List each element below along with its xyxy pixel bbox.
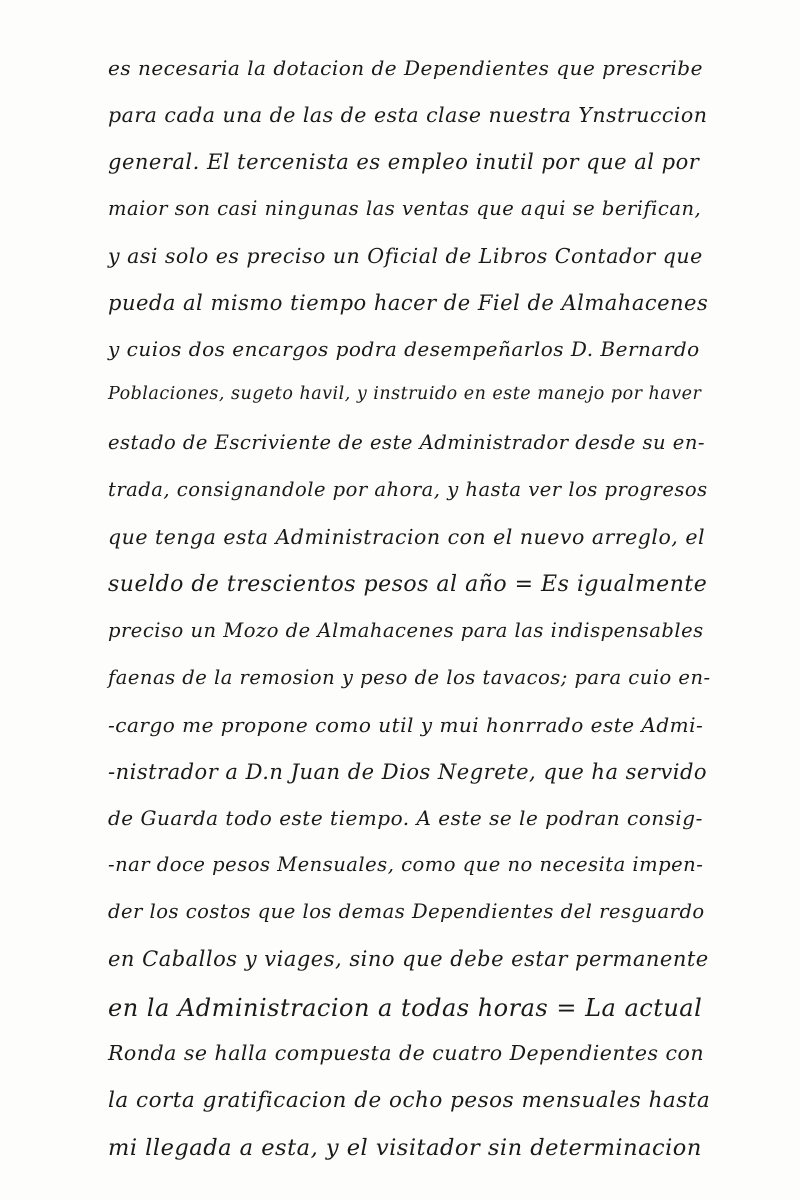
manuscript-line: preciso un Mozo de Almahacenes para las indispensables (108, 618, 704, 642)
manuscript-line: Poblaciones, sugeto havil, y instruido en este manejo por haver (108, 384, 702, 405)
manuscript-line: -nar doce pesos Mensuales, como que no necesita impen- (108, 853, 704, 877)
manuscript-line: mi llegada a esta, y el visitador sin determinacion (108, 1134, 702, 1161)
manuscript-line: que tenga esta Administracion con el nuevo arreglo, el (108, 525, 706, 549)
manuscript-line: en la Administracion a todas horas = La actual (108, 994, 703, 1022)
manuscript-line: sueldo de trescientos pesos al año = Es igualmente (108, 571, 708, 597)
manuscript-line: estado de Escriviente de este Administrador desde su en- (108, 431, 705, 455)
manuscript-line: general. El tercenista es empleo inutil por que al por (108, 149, 700, 174)
manuscript-line: der los costos que los demas Dependientes del resguardo (108, 900, 705, 924)
manuscript-line: en Caballos y viages, sino que debe estar permanente (108, 947, 709, 972)
manuscript-line: maior son casi ningunas las ventas que aqui se berifican, (108, 196, 702, 220)
manuscript-line: para cada una de las de esta clase nuestra Ynstruccion (108, 102, 708, 127)
manuscript-line: -nistrador a D.n Juan de Dios Negrete, que ha servido (108, 759, 708, 784)
manuscript-line: trada, consignandole por ahora, y hasta ver los progresos (108, 478, 708, 502)
manuscript-line: Ronda se halla compuesta de cuatro Dependientes con (108, 1040, 705, 1065)
manuscript-line: y asi solo es preciso un Oficial de Libros Contador que (108, 243, 703, 268)
manuscript-line: -cargo me propone como util y mui honrrado este Admi- (108, 712, 704, 737)
manuscript-line: la corta gratificacion de ocho pesos mensuales hasta (108, 1087, 711, 1113)
manuscript-line: faenas de la remosion y peso de los tavacos; para cuio en- (108, 665, 711, 689)
manuscript-line: y cuios dos encargos podra desempeñarlos D. Bernardo (108, 337, 700, 362)
manuscript-line: de Guarda todo este tiempo. A este se le podran consig- (108, 806, 703, 831)
manuscript-line: es necesaria la dotacion de Dependientes que prescribe (108, 56, 703, 80)
manuscript-line: pueda al mismo tiempo hacer de Fiel de Almahacenes (108, 290, 709, 315)
